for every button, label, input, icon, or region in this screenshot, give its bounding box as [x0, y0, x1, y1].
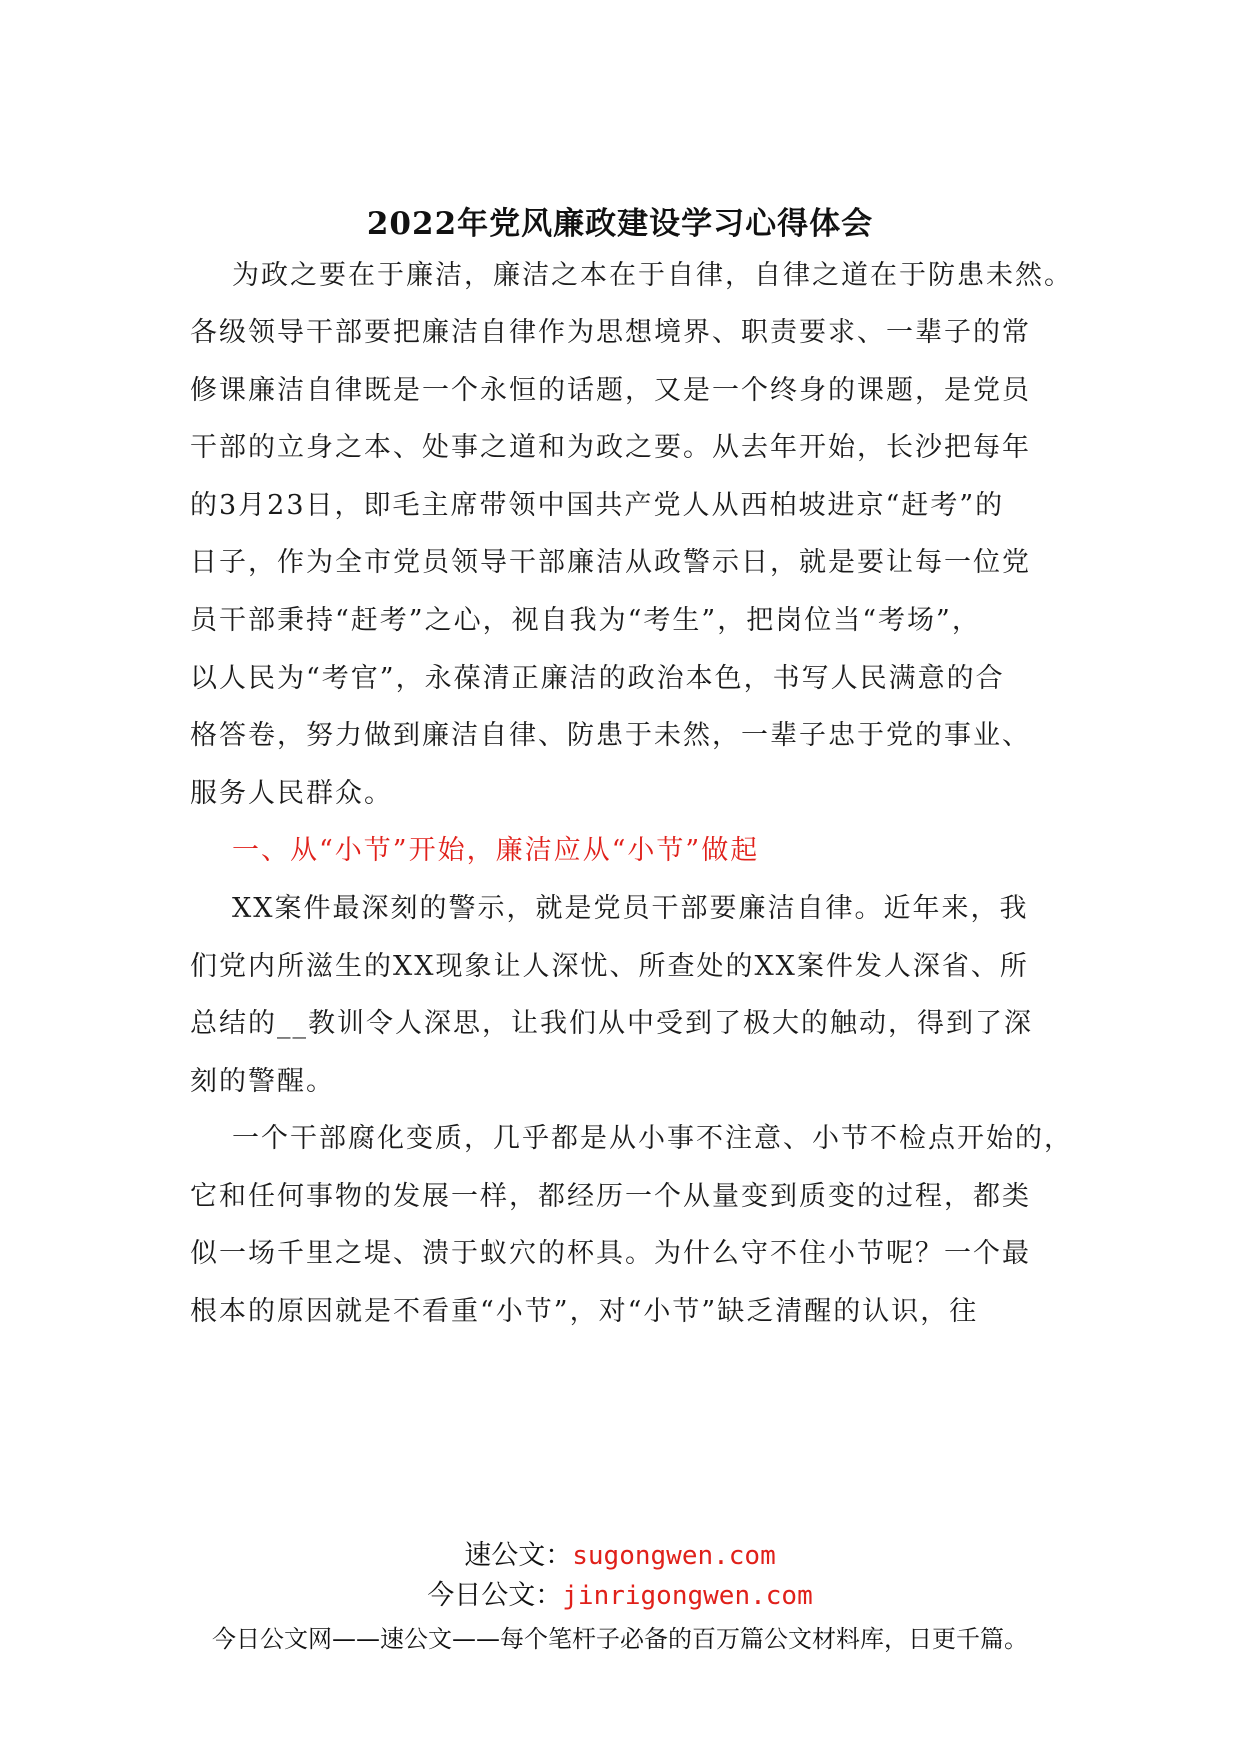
footer-jinrigongwen	[0, 1573, 1240, 1612]
paragraph-line: 的3月23日，即毛主席带领中国共产党人从西柏坡进京“赶考”的	[190, 490, 1005, 521]
paragraph-line: 服务人民群众。	[190, 778, 393, 809]
paragraph-line: XX案件最深刻的警示，就是党员干部要廉洁自律。近年来，我	[232, 893, 1029, 924]
paragraph-line: 员干部秉持“赶考”之心，视自我为“考生”，把岗位当“考场”，	[190, 605, 981, 636]
footer-label-jinrigongwen: 今日公文：	[427, 1580, 563, 1611]
footer-label-sugongwen: 速公文：	[464, 1540, 573, 1571]
document-title: 2022年党风廉政建设学习心得体会	[366, 206, 874, 242]
paragraph-line: 干部的立身之本、处事之道和为政之要。从去年开始，长沙把每年	[190, 432, 1031, 463]
paragraph-line: 根本的原因就是不看重“小节”，对“小节”缺乏清醒的认识，往	[190, 1296, 979, 1327]
footer-link-jinrigongwen[interactable]: jinrigongwen.com	[562, 1581, 813, 1611]
paragraph-line: 刻的警醒。	[190, 1066, 335, 1097]
paragraph-line: 各级领导干部要把廉洁自律作为思想境界、职责要求、一辈子的常	[190, 317, 1031, 348]
footer-sugongwen	[0, 1533, 1240, 1572]
footer-tagline: 今日公文网——速公文——每个笔杆子必备的百万篇公文材料库，日更千篇。	[212, 1625, 1028, 1653]
paragraph-line: 修课廉洁自律既是一个永恒的话题，又是一个终身的课题，是党员	[190, 375, 1031, 406]
paragraph-line: 一个干部腐化变质，几乎都是从小事不注意、小节不检点开始的，	[232, 1123, 1073, 1154]
footer-link-sugongwen[interactable]: sugongwen.com	[572, 1541, 776, 1571]
paragraph-line: 总结的__教训令人深思，让我们从中受到了极大的触动，得到了深	[190, 1008, 1033, 1039]
paragraph-line: 它和任何事物的发展一样，都经历一个从量变到质变的过程，都类	[190, 1181, 1031, 1212]
paragraph-line: 为政之要在于廉洁，廉洁之本在于自律，自律之道在于防患未然。	[232, 260, 1073, 291]
paragraph-line: 以人民为“考官”，永葆清正廉洁的政治本色，书写人民满意的合	[190, 663, 1005, 694]
paragraph-line: 日子，作为全市党员领导干部廉洁从政警示日，就是要让每一位党	[190, 547, 1031, 578]
paragraph-line: 们党内所滋生的XX现象让人深忧、所查处的XX案件发人深省、所	[190, 951, 1029, 982]
paragraph-line: 似一场千里之堤、溃于蚁穴的杯具。为什么守不住小节呢？一个最	[190, 1238, 1031, 1269]
paragraph-line: 格答卷，努力做到廉洁自律、防患于未然，一辈子忠于党的事业、	[190, 720, 1031, 751]
section-heading: 一、从“小节”开始，廉洁应从“小节”做起	[232, 835, 760, 866]
